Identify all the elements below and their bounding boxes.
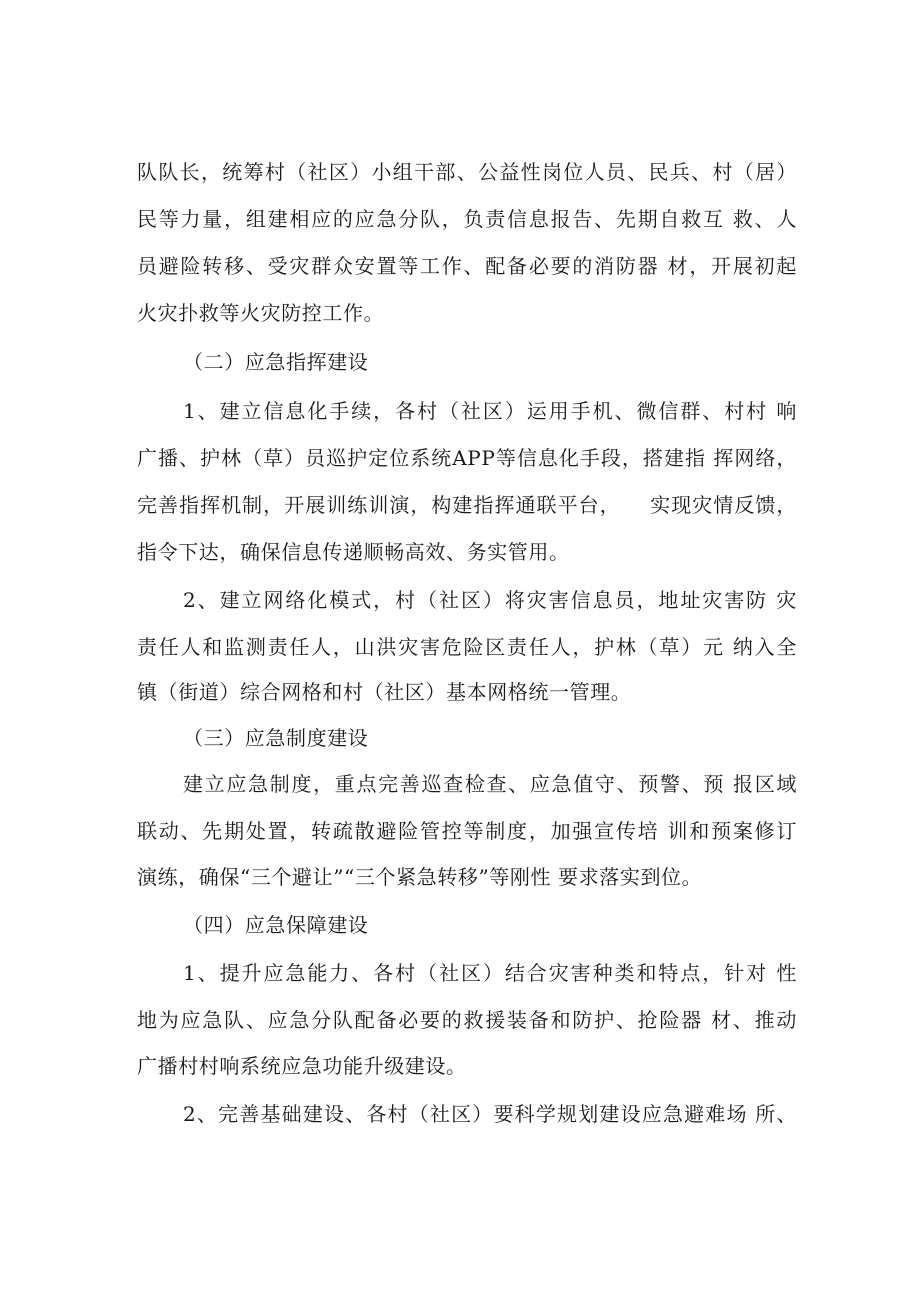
paragraph-1-line-3: 员避险转移、受灾群众安置等工作、配备必要的消防器 材，开展初起 (137, 254, 797, 278)
paragraph-2-line-3: 完善指挥机制，开展训练训演，构建指挥通联平台， 实现灾情反馈， (137, 493, 797, 517)
section-heading-system: （三）应急制度建设 (183, 726, 369, 750)
paragraph-3-line-2: 责任人和监测责任人，山洪灾害危险区责任人，护林（草）元 纳入全 (137, 635, 797, 659)
paragraph-1-line-1: 队队长，统筹村（社区）小组干部、公益性岗位人员、民兵、村（居） (137, 160, 797, 184)
paragraph-1-line-2: 民等力量，组建相应的应急分队，负责信息报告、先期自救互 救、人 (137, 207, 797, 231)
paragraph-4-line-1: 建立应急制度，重点完善巡查检查、应急值守、预警、预 报区域 (183, 772, 797, 796)
paragraph-5-line-3: 广播村村响系统应急功能升级建设。 (137, 1054, 467, 1078)
paragraph-6-line-1: 2、完善基础建设、各村（社区）要科学规划建设应急避难场 所、 (183, 1102, 797, 1126)
paragraph-3-line-3: 镇（街道）综合网格和村（社区）基本网格统一管理。 (137, 680, 632, 704)
paragraph-1-line-4: 火灾扑救等火灾防控工作。 (137, 301, 385, 325)
paragraph-2-line-2: 广播、护林（草）员巡护定位系统APP等信息化手段，搭建指 挥网络， (137, 446, 797, 470)
paragraph-2-line-1: 1、建立信息化手续，各村（社区）运用手机、微信群、村村 响 (183, 399, 797, 423)
paragraph-4-line-3: 演练，确保“三个避让”“三个紧急转移”等刚性 要求落实到位。 (137, 865, 703, 889)
paragraph-5-line-1: 1、提升应急能力、各村（社区）结合灾害种类和特点，针对 性 (183, 961, 797, 985)
paragraph-4-line-2: 联动、先期处置，转疏散避险管控等制度，加强宣传培 训和预案修订 (137, 819, 797, 843)
paragraph-2-line-4: 指令下达，确保信息传递顺畅高效、务实管用。 (137, 540, 570, 564)
section-heading-command: （二）应急指挥建设 (183, 350, 369, 374)
paragraph-3-line-1: 2、建立网络化模式，村（社区）将灾害信息员，地址灾害防 灾 (183, 588, 797, 612)
paragraph-5-line-2: 地为应急队、应急分队配备必要的救援装备和防护、抢险器 材、推动 (137, 1008, 797, 1032)
section-heading-support: （四）应急保障建设 (183, 913, 369, 937)
